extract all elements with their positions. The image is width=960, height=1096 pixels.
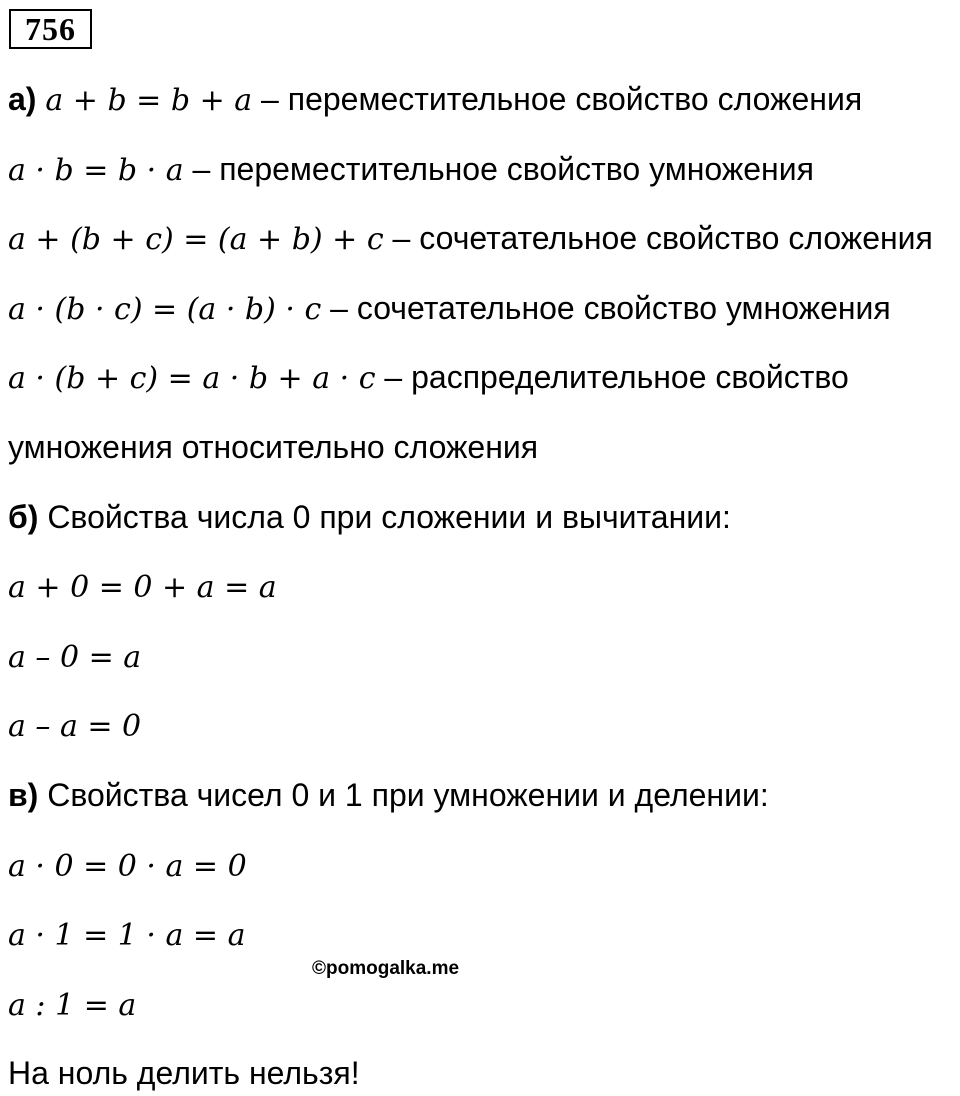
formula: a · (b + c) = a · b + a · c	[8, 361, 376, 396]
description: – распределительное свойство	[375, 359, 849, 395]
line-no-division-by-zero	[8, 1053, 360, 1093]
line-v-heading	[8, 775, 769, 815]
line-associative-multiplication	[8, 288, 891, 330]
formula: a · 0 = 0 · a = 0	[8, 849, 247, 884]
line-commutative-multiplication	[8, 149, 814, 191]
watermark: ©pomogalka.me	[312, 958, 460, 979]
label-b: б)	[8, 499, 39, 535]
description: – сочетательное свойство сложения	[383, 220, 933, 256]
description: умножения относительно сложения	[8, 429, 539, 465]
line-zero-addition	[8, 566, 277, 608]
description: На ноль делить нельзя!	[8, 1055, 360, 1091]
label-a: а)	[8, 81, 37, 117]
line-distributive-continued	[8, 427, 538, 467]
heading-text: Свойства числа 0 при сложении и вычитании:	[38, 499, 731, 535]
formula: a + b = b + a	[45, 83, 253, 118]
line-distributive	[8, 357, 849, 399]
label-v: в)	[8, 777, 39, 813]
task-number: 756	[9, 9, 92, 49]
formula: a + 0 = 0 + a = a	[8, 570, 277, 605]
formula: a – a = 0	[8, 709, 142, 744]
line-associative-addition	[8, 218, 933, 260]
formula: a – 0 = a	[8, 640, 142, 675]
line-b-heading	[8, 497, 731, 537]
line-a-commutative-addition	[8, 79, 862, 121]
heading-text: Свойства чисел 0 и 1 при умножении и делении:	[38, 777, 769, 813]
formula: a : 1 = a	[8, 988, 137, 1023]
line-one-division	[8, 984, 136, 1026]
description: – переместительное свойство умножения	[183, 151, 814, 187]
formula: a · (b · c) = (a · b) · c	[8, 292, 322, 327]
line-one-multiplication	[8, 914, 245, 956]
line-zero-multiplication	[8, 845, 247, 887]
line-self-subtraction	[8, 705, 141, 747]
line-zero-subtraction	[8, 636, 141, 678]
description: – переместительное свойство сложения	[252, 81, 863, 117]
formula: a + (b + c) = (a + b) + c	[8, 222, 384, 257]
formula: a · b = b · a	[8, 153, 184, 188]
formula: a · 1 = 1 · a = a	[8, 918, 246, 953]
description: – сочетательное свойство умножения	[321, 290, 891, 326]
